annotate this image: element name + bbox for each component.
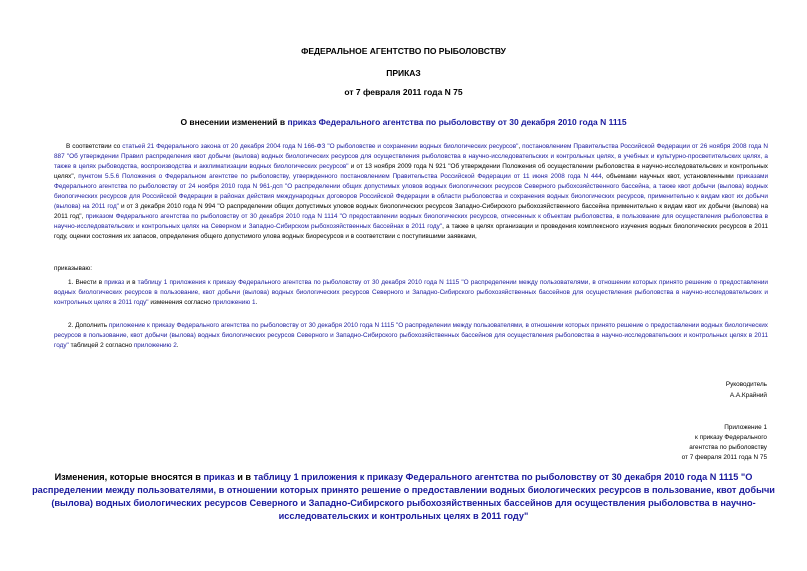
final-text-c: и в bbox=[234, 472, 254, 482]
preamble-text-4: , объемами научных квот, установленными bbox=[601, 173, 737, 180]
preamble-text-1: В соответствии со bbox=[66, 143, 123, 150]
item2-text-e: . bbox=[176, 342, 179, 349]
preamble-link-regulation[interactable]: пунктом 5.5.6 Положения о Федеральном агентстве по рыболовству, утвержденного постановлением Правительства Российской Федерации от 11 июня 2008 года N 444 bbox=[78, 173, 602, 180]
item1-link-order[interactable]: приказ bbox=[104, 279, 125, 286]
doc-subject bbox=[0, 117, 807, 127]
doc-type: ПРИКАЗ bbox=[386, 68, 421, 78]
preamble-text-3: и от 13 ноября 2009 года N 921 "Об утверждении Положения об осуществлении рыболовства в научно-исследовательских и контрольных целях", bbox=[54, 163, 768, 180]
item1-link-annex1[interactable]: приложению 1 bbox=[212, 299, 256, 306]
item2-text-a: 2. Дополнить bbox=[68, 322, 109, 329]
final-link-table[interactable]: таблицу 1 приложения к приказу Федерального агентства по рыболовству от 30 декабря 2010 года N 1115 "О распределении между пользователями, в отношении которых принято решение о предоставлении водных биологических ресурсов в пользование, квот добычи (вылова) водных биологических ресурсов Северного и Западно-Сибирского рыбохозяйственных бассейнов для осуществления рыболовства в научно-исследовательских и контрольных целях в 2011 году" bbox=[32, 472, 775, 521]
agency-title: ФЕДЕРАЛЬНОЕ АГЕНТСТВО ПО РЫБОЛОВСТВУ bbox=[301, 46, 506, 56]
preamble-text-5: и от 3 декабря 2010 года N 994 "О распределении общих допустимых уловов водных биологических ресурсов Западно-Сибирского рыбохозяйственного бассейна применительно к видам квот их добычи (вылова) на 2011 год", bbox=[54, 203, 768, 220]
preamble-text-6: , а также в целях организации и проведения комплексного изучения водных биологических ресурсов в 2011 году, оценки состояния их запасов, определения общего допустимого улова водных биоресурсов и в соответствии с поступившими заявками, bbox=[54, 223, 769, 240]
annex-line-1: Приложение 1 bbox=[724, 424, 767, 431]
final-text-a: Изменения, которые вносятся в bbox=[54, 472, 204, 482]
preamble-link-resolution-887[interactable]: постановлением Правительства Российской Федерации от 26 ноября 2008 года N 887 "Об утверждении Правил распределения квот добычи (вылова) водных биологических ресурсов для осуществления рыболовства в научно-исследовательских и контрольных целях, в учебных и культурно-просветительских целях, а также в целях рыбоводства, воспроизводства и акклиматизации водных биологических ресурсов" bbox=[54, 143, 768, 170]
annex-heading bbox=[30, 471, 777, 523]
item1-link-table[interactable]: таблицу 1 приложения к приказу Федерального агентства по рыболовству от 30 декабря 2010 года N 1115 "О распределении между пользователями, в отношении которых принято решение о предоставлении водных биологических ресурсов в пользование, квот добычи (вылова) водных биологических ресурсов Северного и Западно-Сибирского рыбохозяйственных бассейнов для осуществления рыболовства в научно-исследовательских и контрольных целях в 2011 году" bbox=[54, 279, 768, 306]
subject-prefix: О внесении изменений в bbox=[180, 117, 288, 127]
preamble-link-order-1114[interactable]: приказом Федерального агентства по рыболовству от 30 декабря 2010 года N 1114 "О предоставлении водных биологических ресурсов, отнесенных к объектам рыболовства, в пользование для осуществления рыболовства в научно-исследовательских и контрольных целях на Северном и Западно-Сибирском рыбохозяйственных бассейнах в 2011 году" bbox=[54, 213, 768, 230]
order-item-1 bbox=[54, 278, 768, 308]
item1-text-a: 1. Внести в bbox=[68, 279, 105, 286]
item2-text-c: таблицей 2 согласно bbox=[68, 342, 134, 349]
item1-text-e: изменения согласно bbox=[148, 299, 213, 306]
preamble-paragraph bbox=[54, 142, 768, 242]
item2-link-annex2[interactable]: приложению 2 bbox=[133, 342, 177, 349]
annex-block bbox=[682, 423, 767, 463]
signature-block bbox=[726, 379, 767, 401]
doc-date-number: от 7 февраля 2011 года N 75 bbox=[344, 87, 463, 97]
signature-name: А.А.Крайний bbox=[729, 392, 767, 399]
preamble-link-law[interactable]: статьей 21 Федерального закона от 20 декабря 2004 года N 166-ФЗ "О рыболовстве и сохранении водных биологических ресурсов" bbox=[122, 143, 519, 150]
item1-text-g: . bbox=[255, 299, 258, 306]
signature-title: Руководитель bbox=[725, 381, 767, 388]
preamble-link-orders[interactable]: приказами Федерального агентства по рыболовству от 24 ноября 2010 года N 961-дсп "О распределении общих допустимых уловов водных биологических ресурсов Северного рыбохозяйственного бассейна, а также квот добычи (вылова) водных биологических ресурсов для Российской Федерации в районах действия международных договоров Российской Федерации в области рыболовства и сохранения водных биологических ресурсов, применительно к видам квот их добычи (вылова) на 2011 год" bbox=[54, 173, 769, 210]
annex-line-4: от 7 февраля 2011 года N 75 bbox=[681, 454, 767, 461]
annex-line-3: агентства по рыболовству bbox=[689, 444, 767, 451]
order-label: приказываю: bbox=[54, 265, 92, 272]
order-item-2 bbox=[54, 321, 768, 351]
final-link-order[interactable]: приказ bbox=[203, 472, 235, 482]
annex-line-2: к приказу Федерального bbox=[695, 434, 767, 441]
item2-link-annex[interactable]: приложение к приказу Федерального агентства по рыболовству от 30 декабря 2010 года N 1115 "О распределении между пользователями, в отношении которых принято решение о предоставлении водных биологических ресурсов в пользование, квот добычи (вылова) водных биологических ресурсов Северного и Западно-Сибирского рыбохозяйственных бассейнов для осуществления рыболовства в научно-исследовательских и контрольных целях в 2011 году" bbox=[54, 322, 768, 349]
preamble-text-2: , bbox=[518, 143, 523, 150]
subject-link[interactable]: приказ Федерального агентства по рыболовству от 30 декабря 2010 года N 1115 bbox=[287, 117, 627, 127]
item1-text-c: и в bbox=[124, 279, 138, 286]
